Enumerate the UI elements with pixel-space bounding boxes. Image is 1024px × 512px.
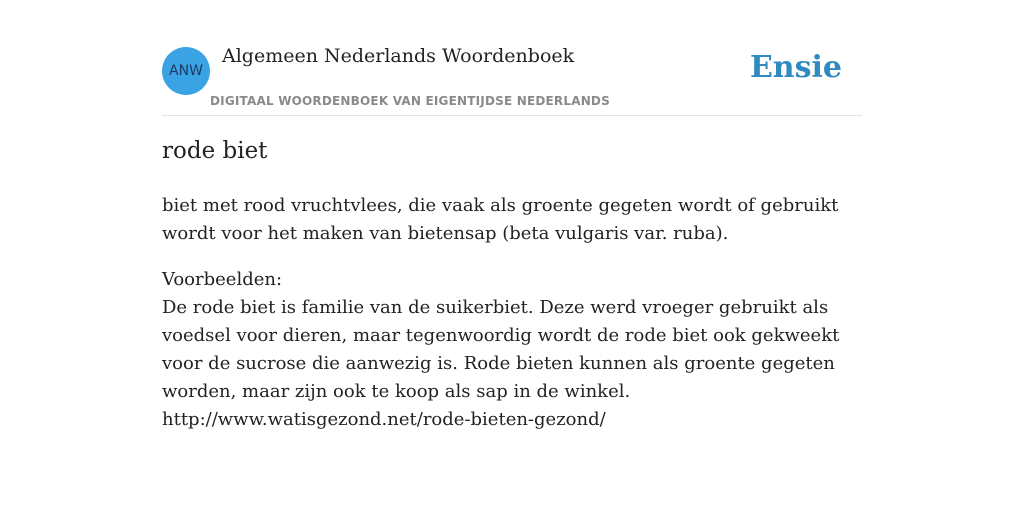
entry-term: rode biet [162, 138, 268, 164]
header [162, 0, 862, 116]
dictionary-title[interactable]: Algemeen Nederlands Woordenboek [222, 45, 575, 67]
example-text: De rode biet is familie van de suikerbiet. Deze werd vroeger gebruikt als voedsel voor dieren, maar tegenwoordig wordt de rode biet ook gekweekt voor de sucrose die aanwezig is. Rode bieten kunnen als groente gegeten worden, maar zijn ook te koop als sap in de winkel. [162, 297, 840, 402]
content [162, 0, 862, 430]
entry-definition: biet met rood vruchtvlees, die vaak als groente gegeten wordt of gebruikt wordt voor het maken van bietensap (beta vulgaris var. ruba). [162, 195, 839, 244]
examples-label: Voorbeelden: [162, 269, 283, 290]
ensie-brand-link[interactable]: Ensie [749, 50, 842, 85]
example-source: http://www.watisgezond.net/rode-bieten-gezond/ [162, 409, 606, 430]
dictionary-subtitle: DIGITAAL WOORDENBOEK VAN EIGENTIJDSE NEDERLANDS [210, 94, 610, 108]
anw-logo[interactable]: ANW [162, 47, 210, 95]
examples-block [162, 266, 862, 434]
